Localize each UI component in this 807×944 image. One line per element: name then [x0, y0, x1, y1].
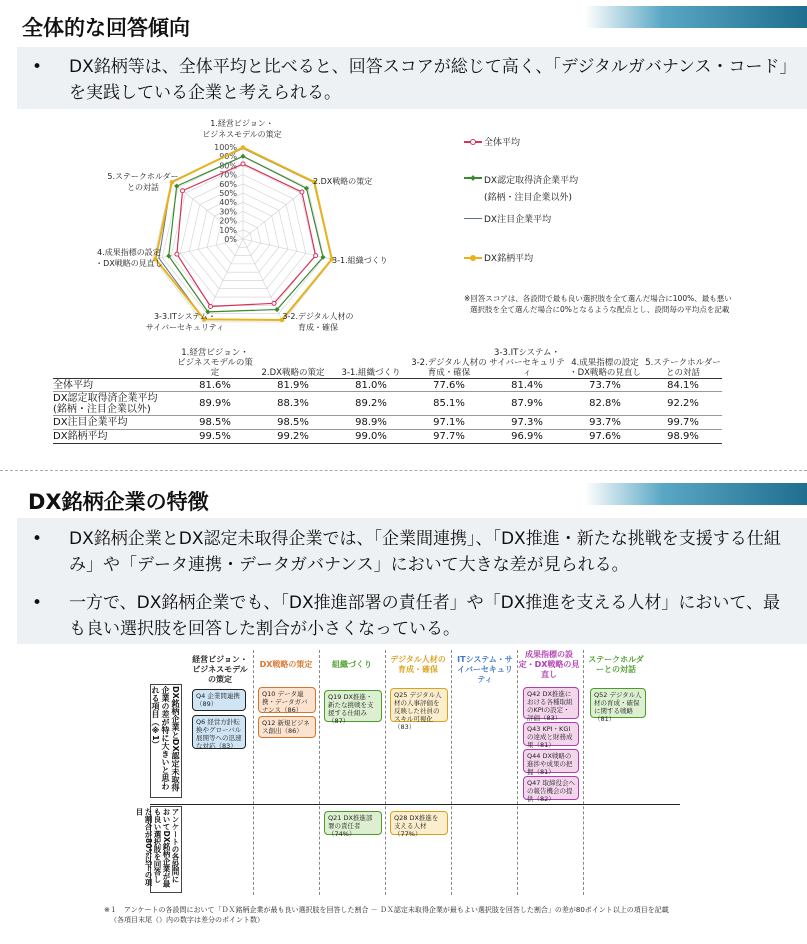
- radar-point: [300, 190, 304, 194]
- matrix-footnote-2: （各項目末尾（）内の数字は差分のポイント数）: [110, 916, 264, 924]
- score-note: ※回答スコアは、各設問で最も良い選択肢を全て選んだ場合に100%、最も悪い 選択肢を全て選んだ場合に0%となるような配点とし、設問毎の平均点を記載: [464, 294, 732, 314]
- radar-point: [314, 254, 318, 258]
- matrix-row1-label: DX銘柄企業とDX認定未取得企業の差が特に大きいと思われる項目（※1）: [151, 686, 180, 792]
- matrix-row2-label: アンケートの各設問においてDX銘柄企業が最も良い選択肢を回答した割合が80%以下の項目: [135, 808, 180, 888]
- table-cell: 77.6%: [433, 379, 465, 391]
- table-cell: 96.9%: [511, 431, 543, 442]
- legend-label-certified-note: (銘柄・注目企業以外): [484, 193, 573, 203]
- table-cell: 98.9%: [355, 417, 387, 428]
- table-cell: 98.5%: [199, 417, 231, 428]
- section2-bullet-2: [32, 590, 792, 644]
- table-cell: 99.7%: [667, 417, 699, 428]
- table-row-label: DX銘柄平均: [53, 431, 108, 442]
- table-cell: 81.4%: [511, 379, 543, 391]
- radar-tick-label: 100%: [214, 143, 237, 152]
- table-cell: 98.5%: [277, 417, 309, 428]
- radar-point: [175, 252, 179, 256]
- table-cell: 89.2%: [355, 398, 387, 409]
- radar-point: [241, 145, 245, 149]
- radar-tick-label: 60%: [219, 179, 237, 189]
- radar-tick-label: 0%: [224, 235, 237, 244]
- table-row: [53, 416, 722, 430]
- legend-label-noteworthy: DX注目企業平均: [484, 215, 552, 225]
- matrix-footnote-1: ※１ アンケートの各設問において「ＤＸ銘柄企業が最も良い選択肢を回答した割合 － ＤＸ認定未取得企業が最もよい選択肢を回答した割合」の差が80ポイント以上の項目を記載: [104, 906, 669, 914]
- radar-point: [241, 162, 245, 166]
- radar-tick-label: 80%: [219, 161, 237, 171]
- matrix-col-header-kpi: 成果指標の設定・DX戦略の見直し: [518, 650, 580, 679]
- radar-tick-label: 50%: [219, 189, 237, 198]
- radar-axis-label-7: 5.ステークホルダー との対話: [107, 172, 179, 192]
- legend-swatch-overall: [464, 137, 482, 147]
- radar-axis-label-1: 1.経営ビジョン・ ビジネスモデルの策定: [202, 119, 282, 139]
- matrix-row-divider: [150, 804, 680, 805]
- table-cell: 99.0%: [355, 431, 387, 442]
- radar-tick-label: 10%: [219, 225, 237, 235]
- legend-label-certified: DX認定取得済企業平均: [484, 176, 579, 186]
- legend-swatch-noteworthy: [464, 214, 482, 224]
- radar-tick-label: 90%: [219, 152, 237, 162]
- radar-tick-label: 40%: [219, 198, 237, 208]
- table-cell: 73.7%: [589, 379, 621, 391]
- table-cell: 97.7%: [433, 431, 465, 442]
- radar-tick-label: 30%: [219, 207, 237, 217]
- table-cell: 81.9%: [277, 379, 309, 391]
- card-q12: Q12 新規ビジネス創出（86）: [258, 716, 316, 738]
- radar-point: [272, 301, 276, 305]
- card-q43: Q43 KPI・KGIの達成と財務成果（81）: [523, 722, 579, 746]
- table-cell: 93.7%: [589, 417, 621, 428]
- radar-point: [240, 154, 245, 159]
- matrix-divider: [517, 650, 518, 895]
- card-q28: Q28 DX推進を支える人材（77%）: [390, 811, 448, 835]
- legend-label-overall: 全体平均: [484, 138, 521, 148]
- matrix-divider: [385, 650, 386, 895]
- section2-title: DX銘柄企業の特徴: [28, 490, 209, 514]
- matrix-col-header-talent: デジタル人材の育成・確保: [390, 655, 446, 674]
- score-table-header: 1.経営ビジョン・ ビジネスモデルの策定: [177, 348, 253, 378]
- table-row-label: DX注目企業平均: [53, 417, 128, 428]
- table-cell: 98.9%: [667, 431, 699, 442]
- radar-axis-label-2: 2.DX戦略の策定: [313, 177, 373, 186]
- matrix-divider: [583, 650, 584, 895]
- table-row: [53, 379, 722, 392]
- table-row-label: DX認定取得済企業平均 (銘柄・注目企業以外): [53, 392, 158, 415]
- score-table-header: 2.DX戦略の策定: [261, 368, 325, 378]
- table-cell: 81.0%: [355, 379, 387, 391]
- radar-tick-label: 20%: [219, 216, 237, 226]
- radar-axis-label-3: 3-1.組織づくり: [332, 256, 388, 265]
- legend-label-brand: DX銘柄平均: [484, 254, 534, 264]
- card-q6: Q6 経営方針転換やグローバル展開等への迅速な対応（83）: [192, 715, 246, 749]
- score-table-corner: [53, 348, 176, 379]
- legend-swatch-certified: [464, 173, 482, 183]
- table-row-label: 全体平均: [53, 379, 93, 391]
- section1-bullet-text: DX銘柄等は、全体平均と比べると、回答スコアが総じて高く、「デジタルガバナンス・コード」を実践している企業と考えられる。: [69, 57, 789, 103]
- section-divider: [0, 470, 807, 471]
- card-q25: Q25 デジタル人材の人事評価を反映した社員のスキル可視化（83）: [390, 688, 448, 722]
- score-table: [53, 348, 722, 444]
- radar-point: [209, 304, 213, 308]
- matrix-divider: [253, 650, 254, 895]
- section1-bullet: [32, 54, 792, 108]
- table-cell: 97.1%: [433, 417, 465, 428]
- radar-tick-label: 70%: [219, 170, 237, 180]
- legend-item-certified: [464, 173, 578, 203]
- legend-item-noteworthy: [464, 212, 551, 225]
- bullet-mark: •: [32, 57, 43, 77]
- header-stripe-1: [585, 6, 807, 28]
- bullet-mark: •: [32, 593, 43, 613]
- table-cell: 97.6%: [589, 431, 621, 442]
- section2-bullet-1: [32, 526, 792, 580]
- table-cell: 82.8%: [589, 398, 621, 409]
- table-cell: 81.6%: [199, 379, 231, 391]
- table-cell: 87.9%: [511, 398, 543, 409]
- matrix-col-header-strategy: DX戦略の策定: [259, 660, 313, 669]
- header-stripe-2: [585, 483, 807, 505]
- card-q10: Q10 データ連携・データガバナンス（86）: [258, 687, 316, 713]
- radar-spoke: [243, 182, 315, 239]
- score-table-header: 5.ステークホルダー との対話: [645, 358, 721, 378]
- table-row: [53, 430, 722, 444]
- legend-swatch-brand: [464, 253, 482, 263]
- score-table-header: 3-2.デジタル人材の 育成・確保: [411, 358, 487, 378]
- table-cell: 99.2%: [277, 431, 309, 442]
- table-cell: 85.1%: [433, 398, 465, 409]
- card-q47: Q47 取締役会への報告機会の提供（82）: [523, 776, 579, 800]
- radar-axis-label-5: 3-3.ITシステム・ サイバーセキュリティ: [145, 312, 225, 332]
- radar-axis-label-4: 3-2.デジタル人材の 育成・確保: [282, 312, 354, 332]
- card-q42: Q42 DX推進における各種取組のKPIの設定・評価（83）: [523, 687, 579, 719]
- table-cell: 84.1%: [667, 379, 699, 391]
- table-row: [53, 392, 722, 416]
- radar-chart: [78, 112, 408, 337]
- matrix-col-header-it: ITシステム・サイバーセキュリティ: [457, 655, 513, 684]
- section2-bullet-2-text: 一方で、DX銘柄企業でも、「DX推進部署の責任者」や「DX推進を支える人材」において、最も良い選択肢を回答した割合が小さくなっている。: [69, 593, 781, 639]
- matrix-col-header-org: 組織づくり: [332, 660, 372, 669]
- card-q52: Q52 デジタル人材の育成・確保に関する戦略（81）: [590, 688, 646, 718]
- matrix-divider: [319, 650, 320, 895]
- score-table-header: 3-3.ITシステム・ サイバーセキュリティ: [489, 348, 565, 378]
- matrix-col-header-stakeholder: ステークホルダーとの対話: [588, 655, 644, 674]
- section2-bullet-1-text: DX銘柄企業とDX認定未取得企業では、「企業間連携」、「DX推進・新たな挑戦を支援する仕組み」や「データ連携・データガバナンス」において大きな差が見られる。: [69, 529, 781, 575]
- table-cell: 89.9%: [199, 398, 231, 409]
- card-q19: Q19 DX推進・新たな挑戦を支援する仕組み（87）: [324, 690, 382, 722]
- card-q44: Q44 DX戦略の進捗や成果の把握（81）: [523, 749, 579, 773]
- bullet-mark: •: [32, 529, 43, 549]
- matrix-divider: [451, 650, 452, 895]
- radar-axis-label-6: 4.成果指標の設定 ・DX戦略の見直し: [95, 248, 163, 268]
- feature-matrix: [150, 650, 680, 895]
- matrix-col-header-vision: 経営ビジョン・ビジネスモデルの策定: [192, 655, 248, 684]
- table-cell: 97.3%: [511, 417, 543, 428]
- legend-item-overall: [464, 135, 520, 148]
- score-table-header: 3-1.組織づくり: [341, 368, 401, 378]
- card-q21: Q21 DX推進部署の責任者（74%）: [324, 811, 382, 835]
- table-cell: 88.3%: [277, 398, 309, 409]
- score-table-header: 4.成果指標の設定 ・DX戦略の見直し: [569, 358, 641, 378]
- table-cell: 99.5%: [199, 431, 231, 442]
- card-q4: Q4 企業間連携（89）: [192, 689, 246, 711]
- score-table-header-row: [53, 348, 722, 379]
- section1-title: 全体的な回答傾向: [22, 16, 190, 40]
- legend-item-brand: [464, 251, 533, 264]
- table-cell: 92.2%: [667, 398, 699, 409]
